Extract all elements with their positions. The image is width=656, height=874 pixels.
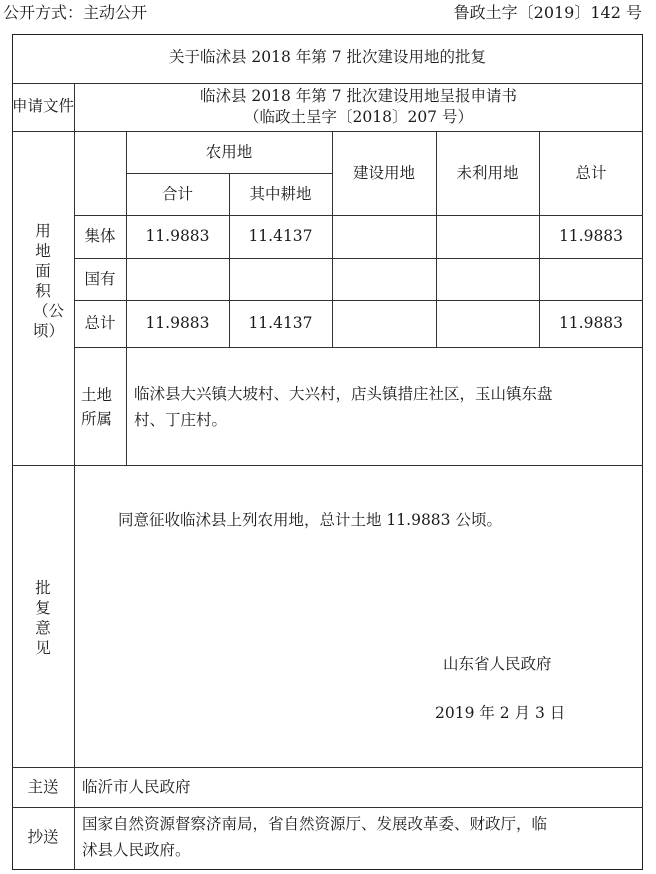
total-cultivated: 11.4137	[248, 314, 313, 332]
row-divider	[74, 300, 643, 301]
header-agricultural-land: 农用地	[205, 143, 253, 161]
row-divider	[12, 83, 643, 84]
collective-subtotal: 11.9883	[145, 227, 210, 245]
total-total: 11.9883	[558, 314, 624, 332]
column-divider	[74, 83, 75, 870]
row-divider	[74, 258, 643, 259]
row-label-total: 总计	[84, 314, 116, 332]
main-recipient: 临沂市人民政府	[82, 778, 191, 796]
main-recipient-label: 主送	[27, 778, 59, 796]
header-subtotal: 合计	[161, 185, 193, 203]
header-cultivated: 其中耕地	[249, 185, 312, 203]
row-divider	[12, 465, 643, 466]
area-side-label: 用地面积（公顷）	[33, 222, 65, 340]
collective-cultivated: 11.4137	[248, 227, 313, 245]
cc-label: 抄送	[27, 828, 59, 846]
application-label: 申请文件	[12, 97, 75, 115]
collective-total: 11.9883	[558, 227, 624, 245]
approval-date: 2019 年 2 月 3 日	[435, 704, 566, 722]
cc-recipients-line2: 沭县人民政府。	[82, 841, 191, 859]
issuing-authority: 山东省人民政府	[443, 655, 552, 673]
document-number: 鲁政土字〔2019〕142 号	[453, 3, 642, 22]
ownership-text-line1: 临沭县大兴镇大坡村、大兴村，店头镇措庄社区，玉山镇东盘	[134, 385, 553, 403]
ownership-label: 土地所属	[81, 386, 113, 428]
document-title: 关于临沭县 2018 年第 7 批次建设用地的批复	[168, 48, 487, 66]
application-reference: （临政土呈字〔2018〕207 号）	[244, 108, 473, 126]
row-divider	[74, 347, 643, 348]
row-label-collective: 集体	[84, 227, 116, 245]
row-divider	[12, 807, 643, 808]
row-divider	[12, 131, 643, 132]
row-divider	[74, 215, 643, 216]
header-construction-land: 建设用地	[352, 164, 415, 182]
column-divider	[126, 131, 127, 465]
disclosure-mode: 公开方式：主动公开	[3, 3, 148, 22]
approval-text: 同意征收临沭县上列农用地，总计土地 11.9883 公顷。	[118, 511, 502, 529]
row-label-state-owned: 国有	[84, 270, 116, 288]
application-title: 临沭县 2018 年第 7 批次建设用地呈报申请书	[199, 87, 518, 105]
cc-recipients-line1: 国家自然资源督察济南局，省自然资源厅、发展改革委、财政厅，临	[82, 815, 548, 833]
total-subtotal: 11.9883	[145, 314, 210, 332]
header-unused-land: 未利用地	[456, 164, 519, 182]
approval-label: 批复意见	[35, 579, 51, 657]
row-divider	[12, 767, 643, 768]
ownership-text-line2: 村、丁庄村。	[134, 411, 228, 429]
header-total: 总计	[575, 164, 607, 182]
